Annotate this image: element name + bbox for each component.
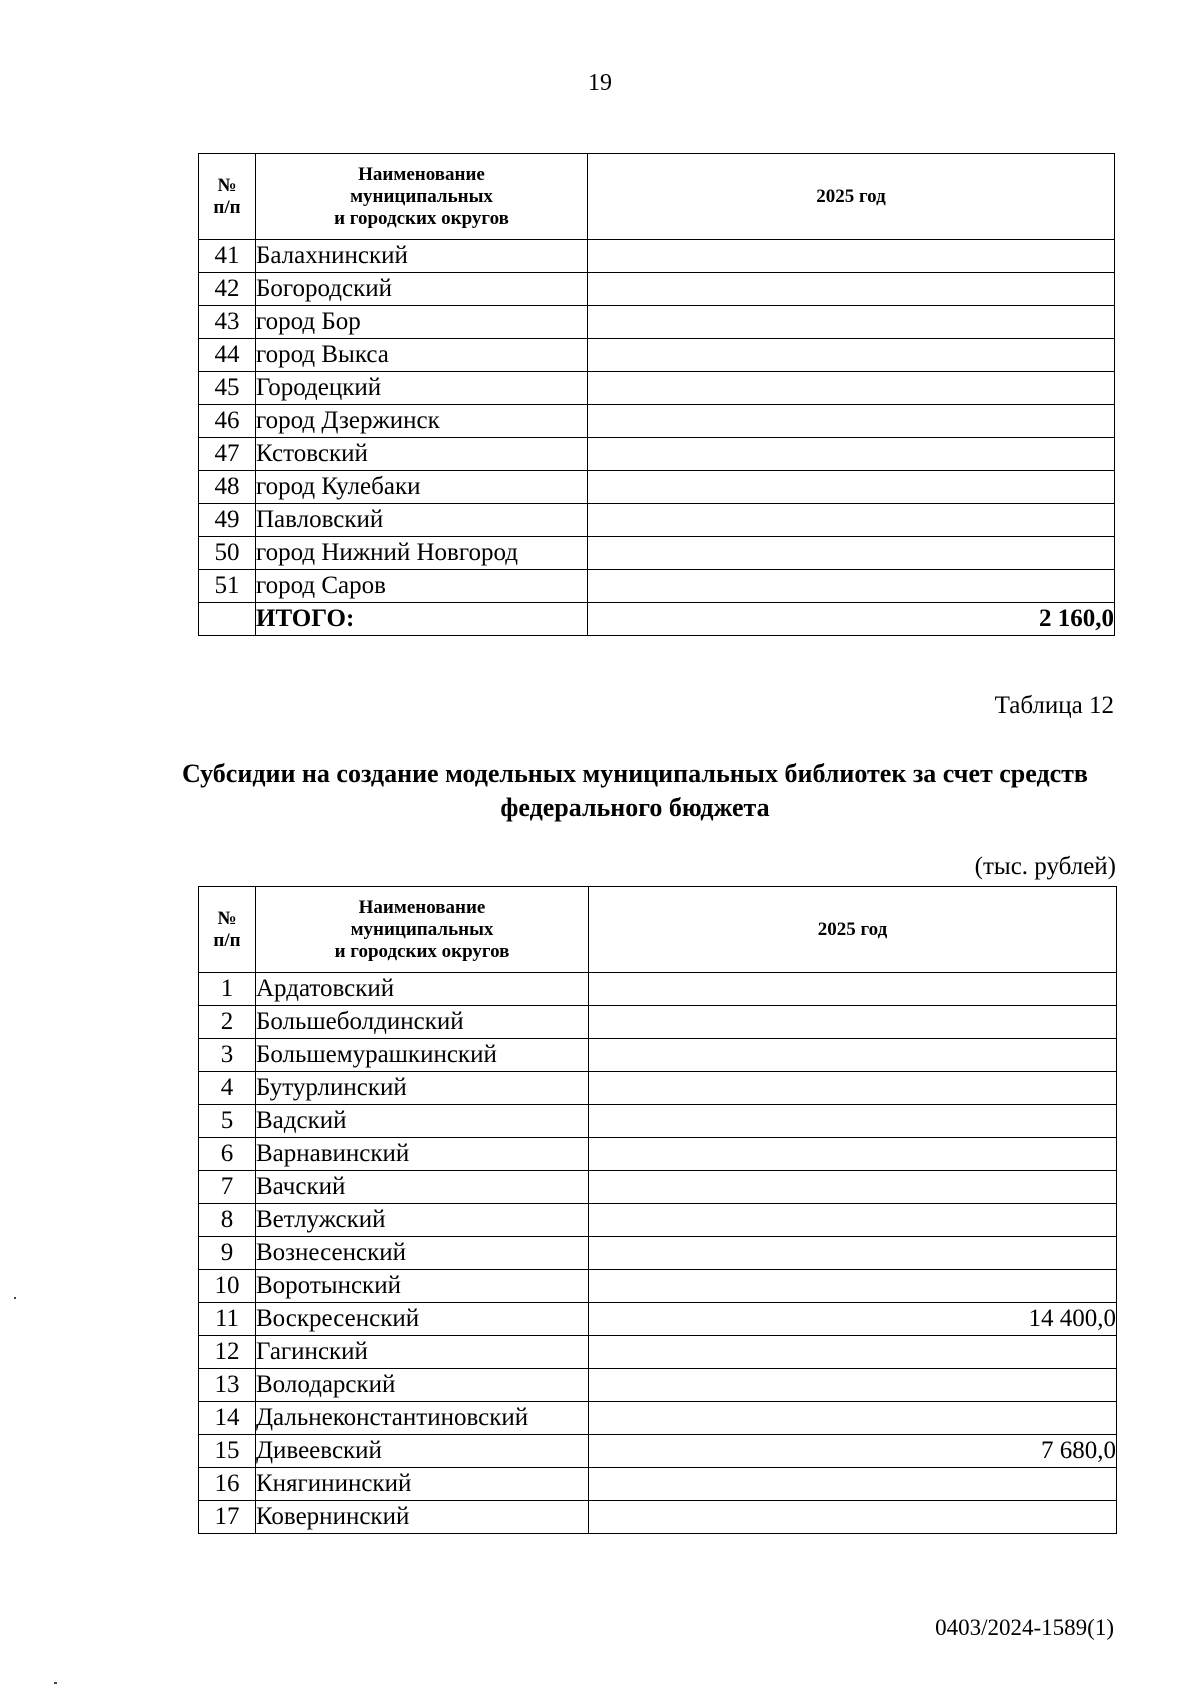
header-name: Наименование муниципальных и городских округов [256, 154, 588, 240]
table-row [199, 1336, 1117, 1369]
row-name: Богородский [256, 273, 588, 306]
row-value [589, 1237, 1117, 1270]
row-value [588, 504, 1115, 537]
row-number: 6 [199, 1138, 256, 1171]
row-value [589, 1039, 1117, 1072]
row-name: город Нижний Новгород [256, 537, 588, 570]
row-number: 17 [199, 1501, 256, 1534]
table-1-body [199, 240, 1115, 636]
row-number: 42 [199, 273, 256, 306]
table-row [199, 973, 1117, 1006]
row-value [589, 1006, 1117, 1039]
scan-artifact-dot [14, 1297, 16, 1299]
section-title: Субсидии на создание модельных муниципальных библиотек за счет средств федерального бюджета [182, 759, 1088, 822]
row-value [588, 471, 1115, 504]
row-name: Ковернинский [256, 1501, 589, 1534]
row-number: 3 [199, 1039, 256, 1072]
row-name: Дальнеконстантиновский [256, 1402, 589, 1435]
table-row [199, 1105, 1117, 1138]
row-name: Гагинский [256, 1336, 589, 1369]
total-value: 2 160,0 [588, 603, 1115, 636]
table-row [199, 372, 1115, 405]
row-number: 50 [199, 537, 256, 570]
row-value [588, 537, 1115, 570]
table-1 [198, 153, 1115, 636]
header-year: 2025 год [588, 154, 1115, 240]
table-row [199, 438, 1115, 471]
table-row [199, 405, 1115, 438]
row-name: Павловский [256, 504, 588, 537]
table-header-row [199, 887, 1117, 973]
row-name: Вадский [256, 1105, 589, 1138]
row-name: Городецкий [256, 372, 588, 405]
units-label: (тыс. рублей) [974, 853, 1116, 880]
table-caption: Таблица 12 [994, 692, 1114, 719]
row-number: 14 [199, 1402, 256, 1435]
row-value [588, 273, 1115, 306]
row-number: 45 [199, 372, 256, 405]
row-number: 43 [199, 306, 256, 339]
scan-artifact-dot [54, 1682, 57, 1684]
row-name: Большеболдинский [256, 1006, 589, 1039]
row-name: Воротынский [256, 1270, 589, 1303]
row-number: 5 [199, 1105, 256, 1138]
table-row [199, 1303, 1117, 1336]
table-row [199, 1006, 1117, 1039]
table-row [199, 471, 1115, 504]
table-header-row [199, 154, 1115, 240]
table-row [199, 339, 1115, 372]
header-name: Наименование муниципальных и городских округов [256, 887, 589, 973]
row-number: 4 [199, 1072, 256, 1105]
row-name: Варнавинский [256, 1138, 589, 1171]
page-number: 19 [588, 70, 612, 96]
row-number: 41 [199, 240, 256, 273]
row-number: 16 [199, 1468, 256, 1501]
row-number: 13 [199, 1369, 256, 1402]
row-value [588, 372, 1115, 405]
row-name: Воскресенский [256, 1303, 589, 1336]
row-value [589, 1336, 1117, 1369]
row-value [589, 1204, 1117, 1237]
row-value [588, 405, 1115, 438]
row-number: 1 [199, 973, 256, 1006]
row-name: Ветлужский [256, 1204, 589, 1237]
row-name: город Саров [256, 570, 588, 603]
row-name: Вачский [256, 1171, 589, 1204]
row-number: 12 [199, 1336, 256, 1369]
total-row [199, 603, 1115, 636]
row-value [589, 1171, 1117, 1204]
table-row [199, 1501, 1117, 1534]
row-number: 48 [199, 471, 256, 504]
table-row [199, 1369, 1117, 1402]
table-row [199, 1468, 1117, 1501]
row-number: 44 [199, 339, 256, 372]
row-number: 10 [199, 1270, 256, 1303]
table-row [199, 1270, 1117, 1303]
row-value [588, 570, 1115, 603]
row-value [589, 1138, 1117, 1171]
table-row [199, 1402, 1117, 1435]
row-value [588, 306, 1115, 339]
row-name: город Кулебаки [256, 471, 588, 504]
table-row [199, 1138, 1117, 1171]
table-2-body [199, 973, 1117, 1534]
table-row [199, 306, 1115, 339]
table-row [199, 273, 1115, 306]
row-name: Большемурашкинский [256, 1039, 589, 1072]
header-num: № п/п [199, 154, 256, 240]
row-value [589, 1072, 1117, 1105]
row-number: 2 [199, 1006, 256, 1039]
row-number: 7 [199, 1171, 256, 1204]
table-row [199, 1171, 1117, 1204]
row-value [588, 438, 1115, 471]
row-number: 11 [199, 1303, 256, 1336]
table-row [199, 570, 1115, 603]
row-name: Бутурлинский [256, 1072, 589, 1105]
total-num [199, 603, 256, 636]
row-value [589, 973, 1117, 1006]
row-name: Ардатовский [256, 973, 589, 1006]
row-name: Володарский [256, 1369, 589, 1402]
row-value [589, 1105, 1117, 1138]
table-2 [198, 886, 1117, 1534]
row-value [589, 1369, 1117, 1402]
document-reference: 0403/2024-1589(1) [935, 1615, 1114, 1640]
header-year: 2025 год [589, 887, 1117, 973]
row-number: 46 [199, 405, 256, 438]
table-row [199, 1072, 1117, 1105]
table-row [199, 240, 1115, 273]
total-label: ИТОГО: [256, 603, 588, 636]
row-name: Балахнинский [256, 240, 588, 273]
table-row [199, 1237, 1117, 1270]
row-number: 47 [199, 438, 256, 471]
table-row [199, 1039, 1117, 1072]
table-row [199, 537, 1115, 570]
row-name: Кстовский [256, 438, 588, 471]
row-number: 15 [199, 1435, 256, 1468]
table-row [199, 1204, 1117, 1237]
row-value [589, 1402, 1117, 1435]
row-number: 8 [199, 1204, 256, 1237]
row-value [589, 1468, 1117, 1501]
row-number: 9 [199, 1237, 256, 1270]
row-value [589, 1501, 1117, 1534]
row-value: 14 400,0 [589, 1303, 1117, 1336]
row-value [588, 240, 1115, 273]
row-value [589, 1270, 1117, 1303]
header-num: № п/п [199, 887, 256, 973]
row-name: город Выкса [256, 339, 588, 372]
row-name: город Бор [256, 306, 588, 339]
row-name: Княгининский [256, 1468, 589, 1501]
row-number: 51 [199, 570, 256, 603]
row-name: Вознесенский [256, 1237, 589, 1270]
row-number: 49 [199, 504, 256, 537]
table-row [199, 1435, 1117, 1468]
row-name: Дивеевский [256, 1435, 589, 1468]
table-row [199, 504, 1115, 537]
row-value [588, 339, 1115, 372]
row-name: город Дзержинск [256, 405, 588, 438]
row-value: 7 680,0 [589, 1435, 1117, 1468]
